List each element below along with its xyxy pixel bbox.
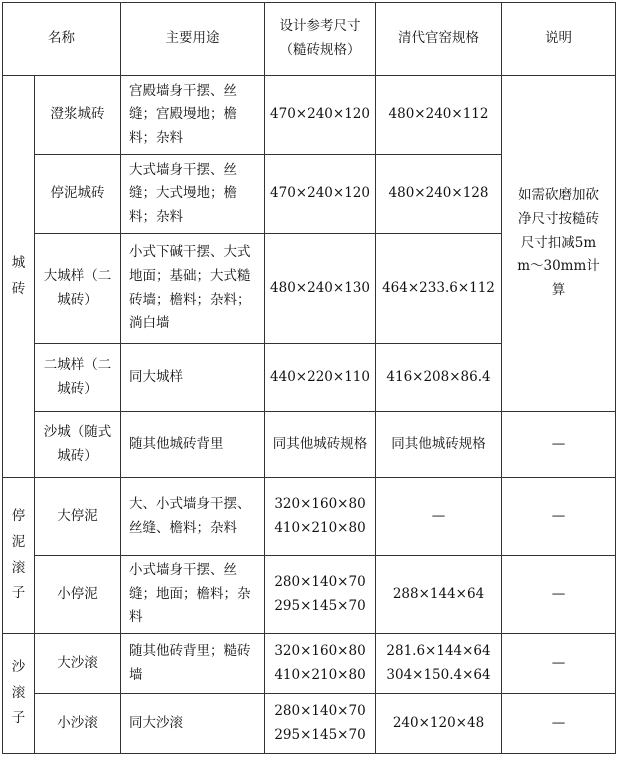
qing-value: 304×150.4×64	[386, 666, 491, 683]
design-cell	[265, 155, 376, 234]
header-design: 设计参考尺寸（糙砖规格）	[265, 3, 376, 76]
name-cell: 沙城（随式城砖）	[35, 412, 121, 478]
design-value: 295×145×70	[274, 726, 366, 743]
header-note: 说明	[502, 3, 616, 76]
table-row	[3, 478, 616, 556]
qing-value: 288×144×64	[392, 585, 485, 602]
group-city: 城砖	[3, 76, 35, 478]
design-cell	[265, 76, 376, 155]
qing-cell	[376, 155, 502, 234]
header-name: 名称	[3, 3, 121, 76]
use-cell: 同大城样	[121, 344, 265, 412]
qing-cell	[376, 694, 502, 754]
design-value: 280×140×70	[274, 573, 366, 590]
use-cell: 小式下碱干摆、大式地面；基础；大式糙砖墙；檐料；杂料；淌白墙	[121, 234, 265, 344]
qing-value: 416×208×86.4	[386, 368, 491, 385]
design-value: 410×210×80	[274, 666, 366, 683]
design-value: 470×240×120	[270, 106, 370, 123]
design-value: 295×145×70	[274, 597, 366, 614]
name-cell: 小沙滚	[35, 694, 121, 754]
qing-value: 同其他城砖规格	[391, 435, 486, 452]
use-cell: 宫殿墙身干摆、丝缝；宫殿墁地；檐料；杂料	[121, 76, 265, 155]
qing-value: 240×120×48	[392, 714, 485, 731]
design-value: 470×240×120	[270, 185, 370, 202]
header-qing: 清代官窑规格	[376, 3, 502, 76]
header-row	[3, 3, 616, 76]
group-tingni: 停泥滚子	[3, 478, 35, 634]
qing-value: —	[431, 507, 446, 524]
name-cell: 大停泥	[35, 478, 121, 556]
header-use: 主要用途	[121, 3, 265, 76]
table-row	[3, 412, 616, 478]
name-cell: 小停泥	[35, 556, 121, 634]
qing-cell	[376, 634, 502, 694]
group-sha: 沙滚子	[3, 634, 35, 754]
use-cell: 小式墙身干摆、丝缝；地面；檐料；杂料	[121, 556, 265, 634]
design-cell	[265, 234, 376, 344]
name-cell: 大沙滚	[35, 634, 121, 694]
design-cell	[265, 344, 376, 412]
note-cell: —	[502, 694, 616, 754]
name-cell: 澄浆城砖	[35, 76, 121, 155]
table-row	[3, 76, 616, 155]
design-cell	[265, 478, 376, 556]
qing-value: 281.6×144×64	[386, 642, 491, 659]
note-cell: —	[502, 478, 616, 556]
use-cell: 同大沙滚	[121, 694, 265, 754]
note-cell: —	[502, 634, 616, 694]
design-value: 320×160×80	[274, 642, 366, 659]
table-row	[3, 694, 616, 754]
shared-note: 如需砍磨加砍净尺寸按糙砖尺寸扣减5mm～30mm计算	[502, 76, 616, 412]
qing-value: 480×240×128	[388, 185, 489, 202]
qing-cell	[376, 412, 502, 478]
design-value: 320×160×80	[274, 495, 366, 512]
qing-cell	[376, 478, 502, 556]
use-cell: 大、小式墙身干摆、丝缝、檐料；杂料	[121, 478, 265, 556]
name-cell: 停泥城砖	[35, 155, 121, 234]
qing-cell	[376, 556, 502, 634]
use-cell: 随其他砖背里；糙砖墙	[121, 634, 265, 694]
design-cell	[265, 556, 376, 634]
table-row	[3, 556, 616, 634]
design-cell	[265, 634, 376, 694]
design-cell	[265, 412, 376, 478]
qing-cell	[376, 76, 502, 155]
design-value: 同其他城砖规格	[272, 435, 368, 452]
design-value: 280×140×70	[274, 702, 366, 719]
qing-cell	[376, 234, 502, 344]
design-value: 410×210×80	[274, 519, 366, 536]
qing-cell	[376, 344, 502, 412]
design-value: 480×240×130	[270, 279, 370, 296]
table-row	[3, 634, 616, 694]
design-cell	[265, 694, 376, 754]
note-cell: —	[502, 556, 616, 634]
brick-spec-table	[2, 2, 616, 754]
name-cell: 二城样（二城砖）	[35, 344, 121, 412]
name-cell: 大城样（二城砖）	[35, 234, 121, 344]
qing-value: 480×240×112	[388, 106, 489, 123]
use-cell: 大式墙身干摆、丝缝；大式墁地；檐料；杂料	[121, 155, 265, 234]
qing-value: 464×233.6×112	[382, 279, 495, 296]
use-cell: 随其他城砖背里	[121, 412, 265, 478]
note-cell: —	[502, 412, 616, 478]
design-value: 440×220×110	[270, 368, 370, 385]
